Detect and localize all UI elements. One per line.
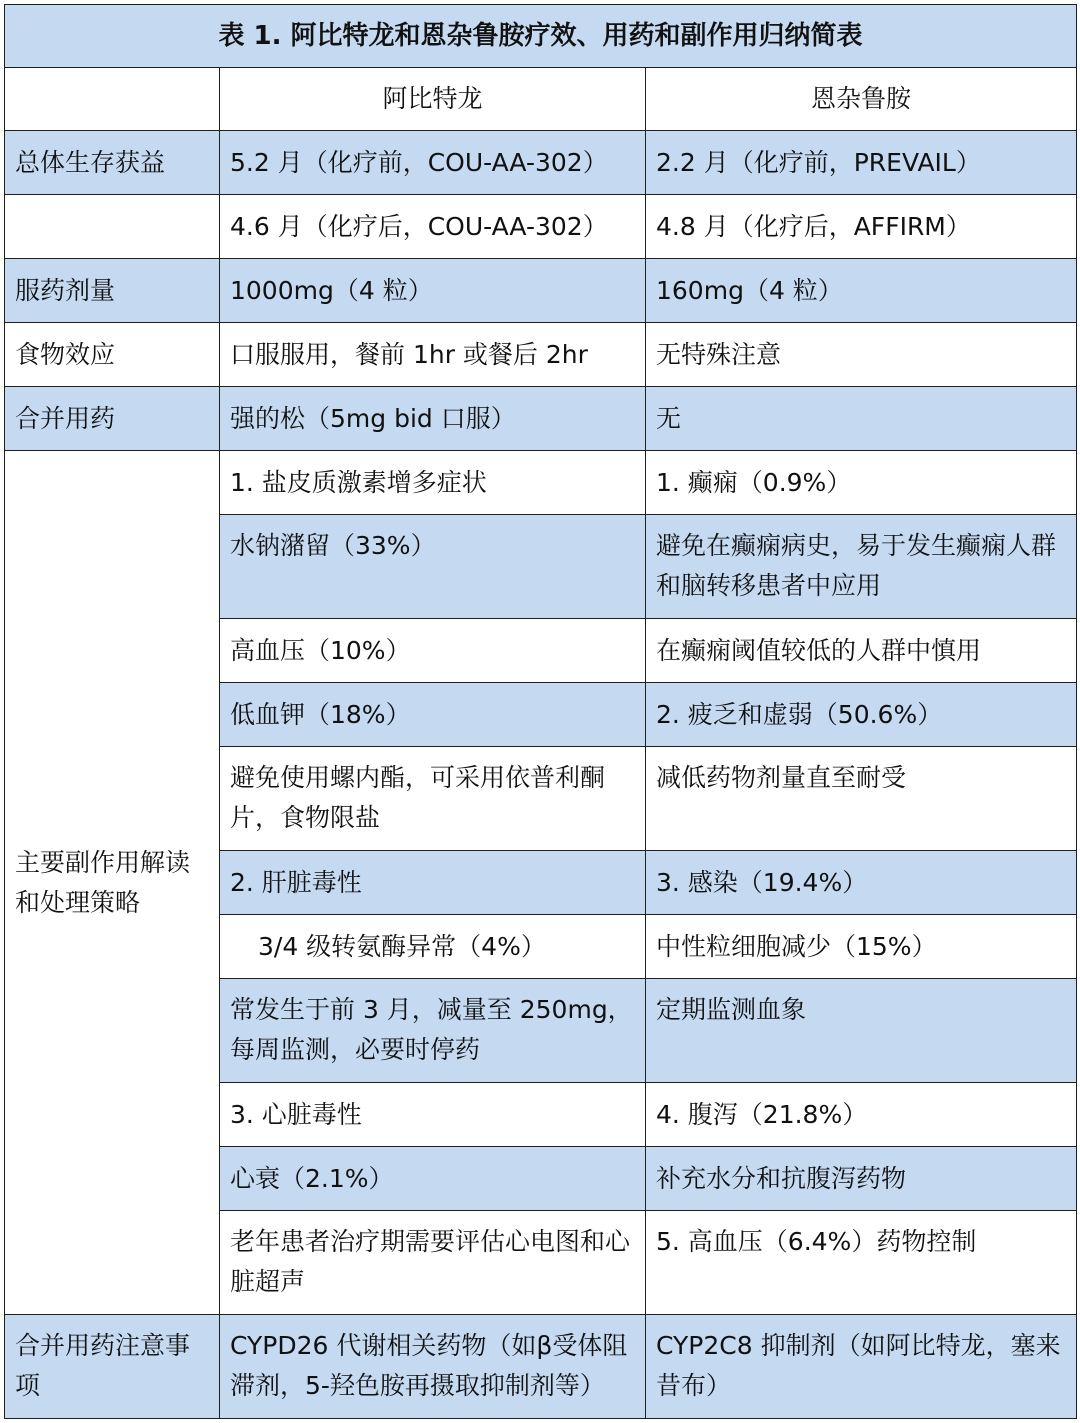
summary-table [4,4,1077,1419]
cell-abiraterone: 3/4 级转氨酶异常（4%） [220,915,646,979]
cell-enzalutamide: 4. 腹泻（21.8%） [646,1083,1077,1147]
cell-enzalutamide: 1. 癫痫（0.9%） [646,451,1077,515]
cell-enzalutamide: 在癫痫阈值较低的人群中慎用 [646,619,1077,683]
cell-enzalutamide: CYP2C8 抑制剂（如阿比特龙，塞来昔布） [646,1315,1077,1419]
table-row [5,323,1077,387]
table-row [5,131,1077,195]
cell-enzalutamide: 4.8 月（化疗后，AFFIRM） [646,195,1077,259]
header-row [5,68,1077,131]
cell-abiraterone: 3. 心脏毒性 [220,1083,646,1147]
cell-abiraterone: 口服服用，餐前 1hr 或餐后 2hr [220,323,646,387]
cell-abiraterone: CYPD26 代谢相关药物（如β受体阻滞剂，5-羟色胺再摄取抑制剂等） [220,1315,646,1419]
cell-enzalutamide: 定期监测血象 [646,979,1077,1083]
table-title: 表 1. 阿比特龙和恩杂鲁胺疗效、用药和副作用归纳简表 [5,5,1077,68]
cell-enzalutamide: 2.2 月（化疗前，PREVAIL） [646,131,1077,195]
header-abiraterone: 阿比特龙 [220,68,646,131]
cell-enzalutamide: 补充水分和抗腹泻药物 [646,1147,1077,1211]
cell-abiraterone: 5.2 月（化疗前，COU-AA-302） [220,131,646,195]
cell-abiraterone: 4.6 月（化疗后，COU-AA-302） [220,195,646,259]
cell-abiraterone: 老年患者治疗期需要评估心电图和心脏超声 [220,1211,646,1315]
table-row [5,1315,1077,1419]
cell-enzalutamide: 5. 高血压（6.4%）药物控制 [646,1211,1077,1315]
row-label: 食物效应 [5,323,220,387]
cell-abiraterone: 水钠潴留（33%） [220,515,646,619]
table-row [5,259,1077,323]
cell-abiraterone: 高血压（10%） [220,619,646,683]
cell-abiraterone: 1000mg（4 粒） [220,259,646,323]
cell-enzalutamide: 中性粒细胞减少（15%） [646,915,1077,979]
row-label [5,195,220,259]
cell-enzalutamide: 3. 感染（19.4%） [646,851,1077,915]
row-label: 合并用药 [5,387,220,451]
header-enzalutamide: 恩杂鲁胺 [646,68,1077,131]
table-row [5,451,1077,515]
interactions-label: 合并用药注意事项 [5,1315,220,1419]
cell-abiraterone: 2. 肝脏毒性 [220,851,646,915]
table-row [5,195,1077,259]
cell-enzalutamide: 减低药物剂量直至耐受 [646,747,1077,851]
row-label: 总体生存获益 [5,131,220,195]
cell-abiraterone: 心衰（2.1%） [220,1147,646,1211]
cell-enzalutamide: 避免在癫痫病史，易于发生癫痫人群和脑转移患者中应用 [646,515,1077,619]
cell-enzalutamide: 160mg（4 粒） [646,259,1077,323]
side-effects-label: 主要副作用解读和处理策略 [5,451,220,1315]
cell-abiraterone: 低血钾（18%） [220,683,646,747]
table-row [5,387,1077,451]
cell-abiraterone: 1. 盐皮质激素增多症状 [220,451,646,515]
cell-abiraterone: 避免使用螺内酯，可采用依普利酮片，食物限盐 [220,747,646,851]
cell-enzalutamide: 2. 疲乏和虚弱（50.6%） [646,683,1077,747]
row-label: 服药剂量 [5,259,220,323]
cell-enzalutamide: 无特殊注意 [646,323,1077,387]
cell-abiraterone: 常发生于前 3 月，减量至 250mg，每周监测，必要时停药 [220,979,646,1083]
cell-abiraterone: 强的松（5mg bid 口服） [220,387,646,451]
title-row [5,5,1077,68]
header-corner [5,68,220,131]
cell-enzalutamide: 无 [646,387,1077,451]
